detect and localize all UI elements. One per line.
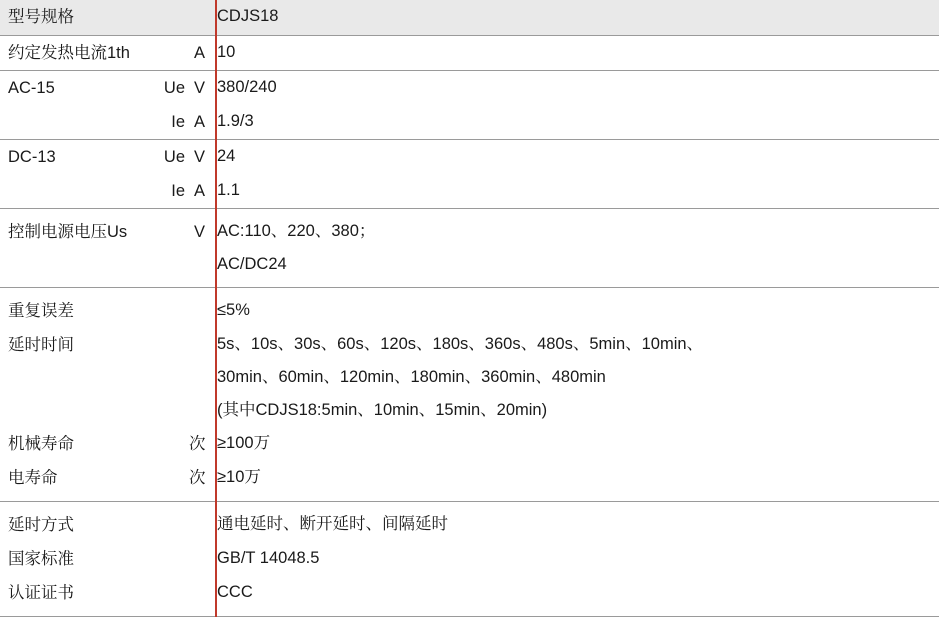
row-symbol: Ie: [171, 182, 185, 200]
row-label-cell: [0, 0, 216, 36]
row-value-line: (其中CDJS18:5min、10min、15min、20min): [217, 401, 548, 419]
table-row-ac15-ie: [0, 105, 939, 140]
row-value: ≤5%: [217, 301, 250, 319]
row-value-line: 30min、60min、120min、180min、360min、480min: [217, 368, 606, 386]
row-value-cell: [216, 36, 939, 71]
row-symbol: Ue: [163, 148, 185, 166]
table-row-certification: [0, 576, 939, 617]
row-value: 24: [217, 147, 236, 165]
row-label-cell: [0, 576, 216, 617]
row-unit: V: [193, 223, 205, 241]
row-value: 1.1: [217, 181, 240, 199]
row-label-cell: [0, 288, 216, 329]
table-row-delay-time: [0, 328, 939, 427]
table-row-delay-mode: [0, 502, 939, 543]
row-label-cell: [0, 542, 216, 576]
row-value: ≥10万: [217, 468, 261, 486]
row-value-cell: [216, 140, 939, 175]
row-symbol: Ie: [171, 113, 185, 131]
row-label-cell: [0, 461, 216, 502]
row-value-cell: [216, 461, 939, 502]
row-value-cell: [216, 174, 939, 209]
row-value-cell: [216, 288, 939, 329]
row-symbol: Ue: [163, 79, 185, 97]
row-value: CDJS18: [217, 7, 279, 25]
row-unit: V: [193, 79, 205, 97]
table-row-dc13-ie: [0, 174, 939, 209]
row-label: 延时时间: [8, 336, 74, 354]
row-value: 10: [217, 43, 236, 61]
row-label: 型号规格: [8, 8, 74, 26]
row-label-cell: [0, 502, 216, 543]
row-unit: A: [193, 44, 205, 62]
row-value-line: AC/DC24: [217, 255, 287, 273]
row-value-line: 5s、10s、30s、60s、120s、180s、360s、480s、5min、10min、: [217, 335, 704, 353]
table-row-model: [0, 0, 939, 36]
row-value: CCC: [217, 583, 253, 601]
table-row-national-standard: [0, 542, 939, 576]
row-label-cell: [0, 71, 216, 106]
row-value-cell: [216, 328, 939, 427]
row-label-cell: [0, 105, 216, 140]
row-value: GB/T 14048.5: [217, 549, 320, 567]
row-label: 重复误差: [8, 302, 74, 320]
row-unit: 次: [189, 435, 206, 453]
row-value-cell: [216, 427, 939, 461]
row-label: 认证证书: [8, 584, 74, 602]
row-label: 延时方式: [8, 516, 74, 534]
table-row-electrical-life: [0, 461, 939, 502]
row-value-line: AC:110、220、380；: [217, 222, 376, 240]
row-value: 380/240: [217, 78, 277, 96]
row-value-cell: [216, 542, 939, 576]
row-value-cell: [216, 576, 939, 617]
row-label: 电寿命: [8, 469, 58, 487]
row-label-cell: [0, 427, 216, 461]
table-row-repeat-error: [0, 288, 939, 329]
table-row-control-voltage: [0, 209, 939, 288]
row-value-cell: [216, 0, 939, 36]
table-row-mechanical-life: [0, 427, 939, 461]
table-row-dc13-ue: [0, 140, 939, 175]
row-label: 约定发热电流1th: [8, 44, 130, 62]
row-value: 1.9/3: [217, 112, 254, 130]
row-value-cell: [216, 502, 939, 543]
row-label: AC-15: [8, 79, 55, 97]
row-value: 通电延时、断开延时、间隔延时: [217, 515, 448, 533]
row-label-cell: [0, 328, 216, 427]
row-unit: A: [193, 182, 205, 200]
row-value-cell: [216, 71, 939, 106]
row-label-cell: [0, 140, 216, 175]
row-label: 机械寿命: [8, 435, 74, 453]
row-label: 国家标准: [8, 550, 74, 568]
row-label-cell: [0, 36, 216, 71]
row-value-cell: [216, 209, 939, 288]
row-unit: V: [193, 148, 205, 166]
row-label: 控制电源电压Us: [8, 223, 128, 241]
row-value-cell: [216, 105, 939, 140]
row-label: DC-13: [8, 148, 56, 166]
row-unit: A: [193, 113, 205, 131]
row-unit: 次: [189, 469, 206, 487]
table-row-ac15-ue: [0, 71, 939, 106]
row-value: ≥100万: [217, 434, 271, 452]
row-label-cell: [0, 209, 216, 288]
row-label-cell: [0, 174, 216, 209]
table-row-thermal-current: [0, 36, 939, 71]
